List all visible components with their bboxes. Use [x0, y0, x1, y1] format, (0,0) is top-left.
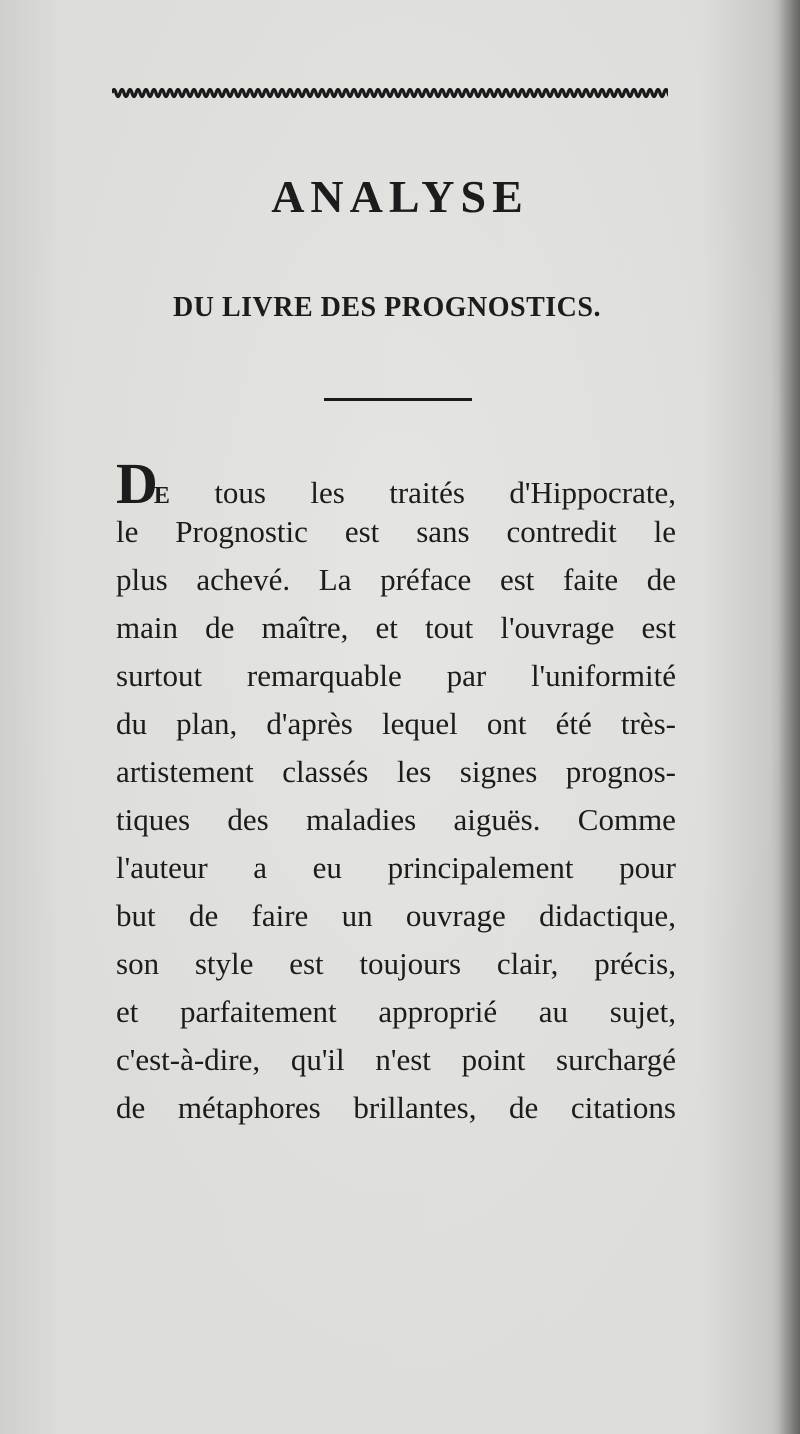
word: le — [653, 514, 676, 549]
word: est — [344, 514, 380, 549]
word: contredit — [506, 514, 617, 549]
word: du — [116, 706, 147, 741]
word: est — [289, 946, 324, 981]
text-line — [116, 844, 676, 892]
word: est — [641, 610, 676, 645]
word: didactique, — [539, 898, 676, 933]
word: l'auteur — [116, 850, 208, 885]
word: des — [227, 802, 269, 837]
text-line — [116, 604, 676, 652]
page-title: ANALYSE — [271, 171, 529, 222]
word: au — [538, 994, 569, 1029]
word: le — [116, 514, 139, 549]
word: ouvrage — [405, 898, 506, 933]
word: traités — [389, 475, 465, 510]
word: l'uniformité — [530, 658, 676, 693]
word: par — [446, 658, 487, 693]
word: pour — [619, 850, 676, 885]
word: principalement — [387, 850, 574, 885]
text-line — [116, 892, 676, 940]
word: toujours — [359, 946, 462, 981]
word: un — [341, 898, 373, 933]
word: parfaitement — [180, 994, 337, 1029]
page-subtitle: DU LIVRE DES PROGNOSTICS. — [173, 292, 601, 323]
word: de — [116, 1090, 146, 1125]
word: son — [116, 946, 160, 981]
word: La — [318, 562, 352, 597]
word: n'est — [375, 1042, 431, 1077]
word: est — [499, 562, 535, 597]
word: tiques — [116, 802, 191, 837]
word: et — [116, 994, 139, 1029]
word: remarquable — [246, 658, 402, 693]
word: tous — [214, 475, 266, 510]
word: maladies — [306, 802, 417, 837]
word: de — [509, 1090, 539, 1125]
word: faire — [251, 898, 309, 933]
word: lequel — [382, 706, 458, 741]
word: surtout — [116, 658, 203, 693]
word: sujet, — [609, 994, 676, 1029]
word: les — [396, 754, 432, 789]
word: les — [310, 475, 345, 510]
word: de — [646, 562, 676, 597]
word: a — [253, 850, 268, 885]
text-line — [116, 1084, 676, 1132]
word: but — [116, 898, 156, 933]
text-line — [116, 700, 676, 748]
word: clair, — [496, 946, 559, 981]
text-line — [116, 796, 676, 844]
ornament-wave — [112, 90, 668, 97]
word: de — [205, 610, 235, 645]
word: métaphores — [177, 1090, 321, 1125]
text-line — [116, 940, 676, 988]
word: c'est-à-dire, — [116, 1042, 261, 1077]
word: été — [555, 706, 592, 741]
text-line — [116, 988, 676, 1036]
word: surchargé — [556, 1042, 676, 1077]
word: très- — [620, 706, 676, 741]
word: artistement — [116, 754, 254, 789]
ornamental-rule — [112, 84, 668, 102]
word: brillantes, — [353, 1090, 477, 1125]
word: préface — [380, 562, 472, 597]
word: classés — [282, 754, 369, 789]
word: signes — [459, 754, 538, 789]
word: prognos- — [565, 754, 676, 789]
word: plan, — [176, 706, 238, 741]
word: aiguës. — [453, 802, 541, 837]
word: achevé. — [196, 562, 291, 597]
word: l'ouvrage — [500, 610, 615, 645]
word: faite — [563, 562, 619, 597]
word: et — [375, 610, 398, 645]
word: sans — [416, 514, 470, 549]
text-line — [116, 451, 676, 516]
text-line — [116, 748, 676, 796]
title-divider — [324, 398, 472, 401]
text-line — [116, 556, 676, 604]
word: eu — [312, 850, 342, 885]
word: précis, — [594, 946, 676, 981]
text-line — [116, 652, 676, 700]
word: approprié — [378, 994, 498, 1029]
word: E — [153, 483, 170, 509]
word: citations — [570, 1090, 676, 1125]
drop-cap: D — [116, 451, 158, 516]
word: tout — [425, 610, 474, 645]
word: de — [188, 898, 219, 933]
word: d'Hippocrate, — [509, 475, 676, 510]
body-paragraph — [116, 451, 676, 1132]
word: ont — [486, 706, 527, 741]
word: qu'il — [290, 1042, 345, 1077]
text-line — [116, 1036, 676, 1084]
word: maître, — [261, 610, 349, 645]
word: style — [194, 946, 254, 981]
word: main — [116, 610, 178, 645]
word: point — [461, 1042, 526, 1077]
word: Comme — [577, 802, 676, 837]
word: Prognostic — [175, 514, 308, 549]
word: plus — [116, 562, 168, 597]
word: d'après — [266, 706, 353, 741]
